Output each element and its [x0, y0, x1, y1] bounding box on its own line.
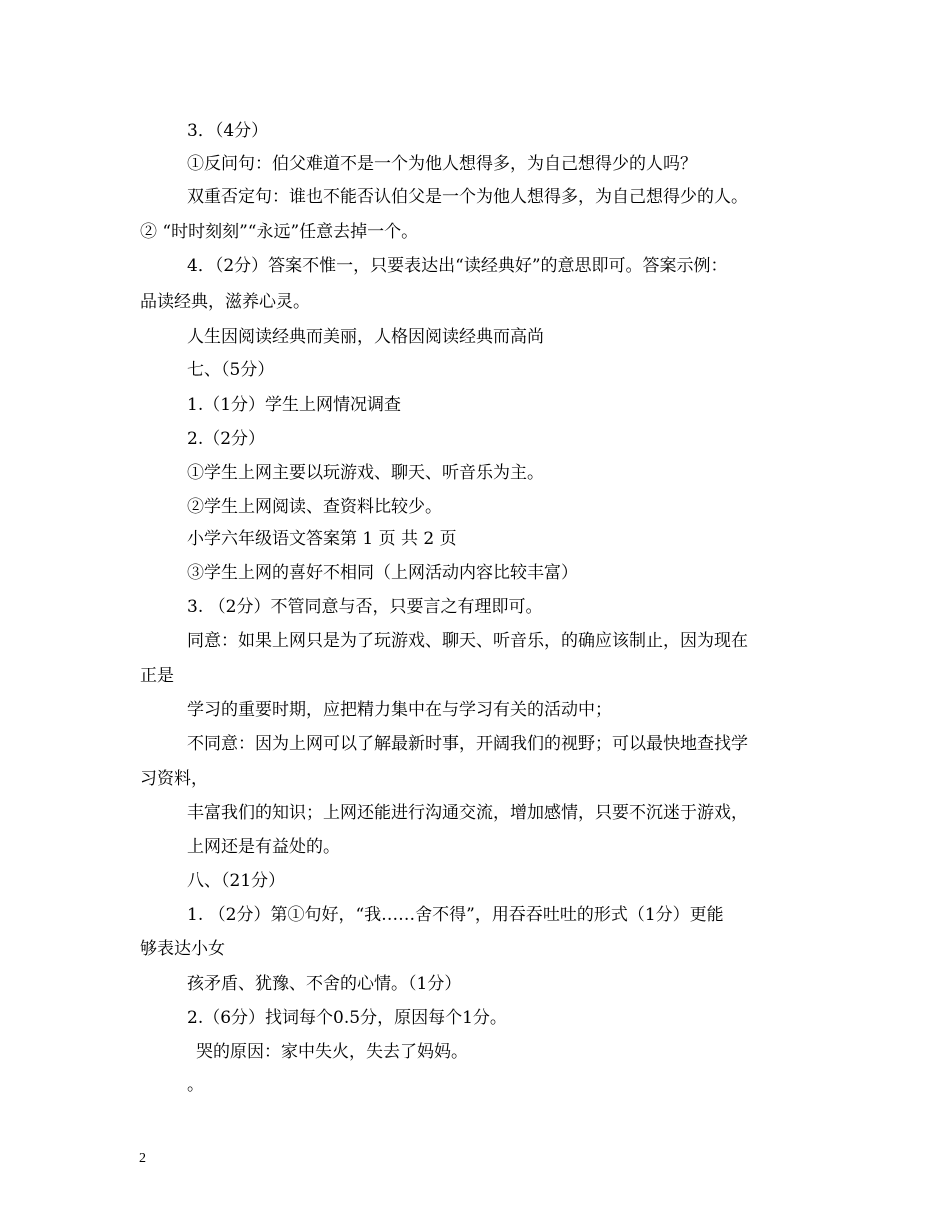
text-line: 同意：如果上网只是为了玩游戏、聊天、听音乐，的确应该制止，因为现在: [187, 631, 748, 651]
text-line: 品读经典，滋养心灵。: [140, 292, 310, 312]
text-line: 人生因阅读经典而美丽，人格因阅读经典而高尚: [187, 327, 544, 347]
text-line: 2.（6分）找词每个0.5分，原因每个1分。: [187, 1008, 507, 1028]
text-line: 正是: [140, 666, 174, 686]
section-heading: 七、（5分）: [187, 360, 275, 380]
text-line: 习资料，: [140, 769, 208, 789]
text-line: ①学生上网主要以玩游戏、聊天、听音乐为主。: [187, 463, 544, 483]
text-line: ② “时时刻刻”“永远”任意去掉一个。: [140, 222, 419, 242]
text-line: 2.（2分）: [187, 429, 266, 449]
text-line: 3．（4分）: [187, 121, 269, 141]
text-line: 3. （2分）不管同意与否，只要言之有理即可。: [187, 597, 543, 617]
text-line: ①反问句：伯父难道不是一个为他人想得多，为自己想得少的人吗？: [187, 154, 697, 174]
text-line: 。: [187, 1075, 204, 1095]
page-footer-text: 小学六年级语文答案第 1 页 共 2 页: [187, 529, 457, 549]
text-line: ③学生上网的喜好不相同（上网活动内容比较丰富）: [187, 563, 578, 583]
text-line: 1. （2分）第①句好，“我……舍不得”，用吞吞吐吐的形式（1分）更能: [187, 905, 724, 925]
text-line: 双重否定句：谁也不能否认伯父是一个为他人想得多，为自己想得少的人。: [187, 187, 748, 207]
text-line: 不同意：因为上网可以了解最新时事，开阔我们的视野；可以最快地查找学: [187, 734, 748, 754]
text-line: 孩矛盾、犹豫、不舍的心情。（1分）: [187, 974, 462, 994]
text-line: 4．（2分）答案不惟一，只要表达出“读经典好”的意思即可。答案示例：: [187, 256, 728, 276]
text-line: 学习的重要时期，应把精力集中在与学习有关的活动中；: [187, 700, 612, 720]
section-heading: 八、（21分）: [187, 871, 286, 891]
text-line: 1.（1分）学生上网情况调查: [187, 395, 402, 415]
page-number: 2: [139, 1151, 146, 1166]
text-line: ②学生上网阅读、查资料比较少。: [187, 497, 442, 517]
text-line: 丰富我们的知识；上网还能进行沟通交流，增加感情，只要不沉迷于游戏，: [187, 803, 748, 823]
text-line: 够表达小女: [140, 939, 225, 959]
text-line: 哭的原因：家中失火，失去了妈妈。: [196, 1042, 468, 1062]
text-line: 上网还是有益处的。: [187, 837, 340, 857]
